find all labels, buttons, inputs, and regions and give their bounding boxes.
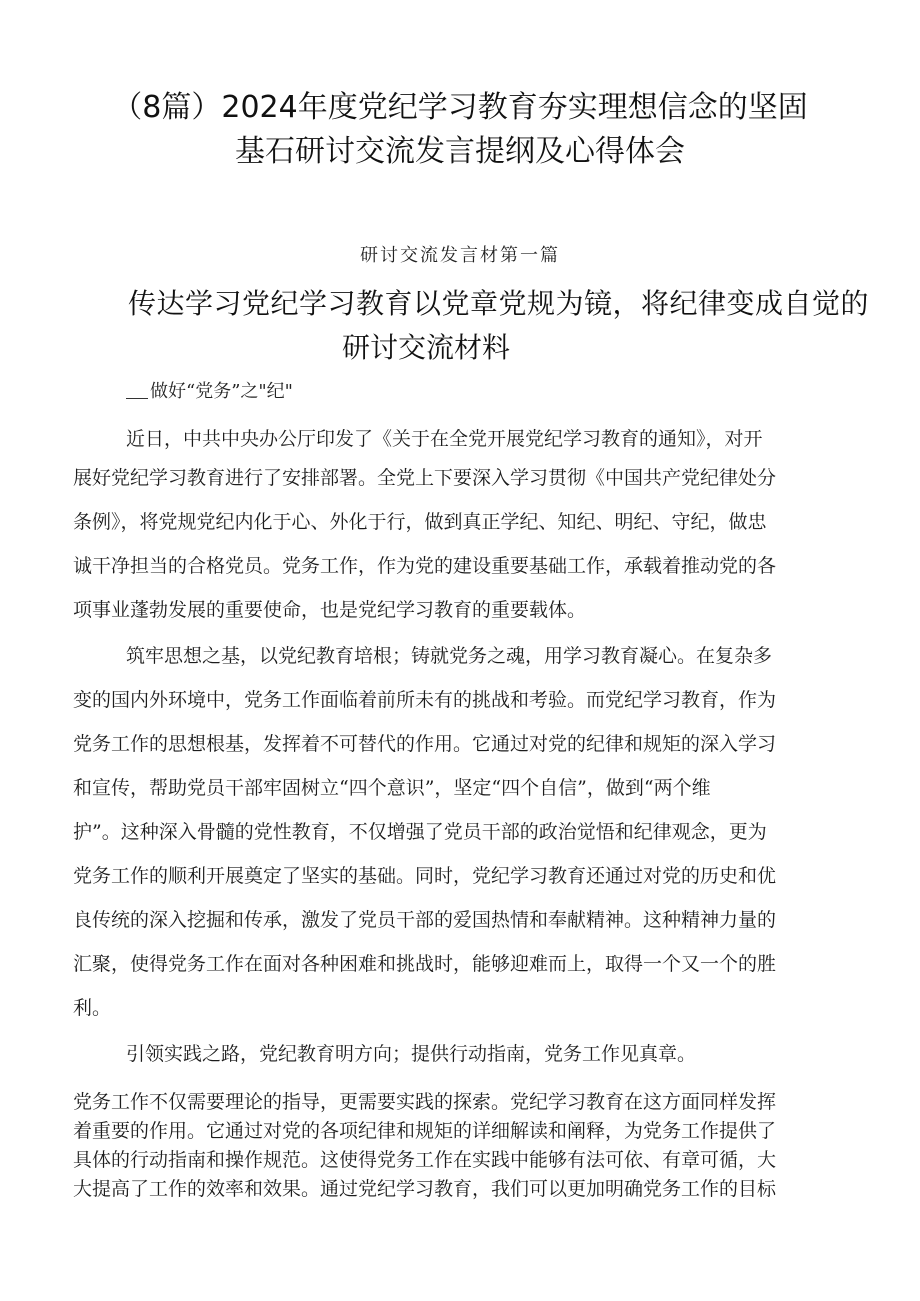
paragraph-2-line: 变的国内外环境中，党务工作面临着前所未有的挑战和考验。而党纪学习教育，作为 [73, 689, 777, 711]
paragraph-2-line: 党务工作的思想根基，发挥着不可替代的作用。它通过对党的纪律和规矩的深入学习 [73, 733, 777, 755]
paragraph-2-line: 筑牢思想之基，以党纪教育培根；铸就党务之魂，用学习教育凝心。在复杂多 [126, 645, 773, 667]
section-label: 研讨交流发言材第一篇 [360, 245, 560, 266]
tagline-text: 做好“党务”之"纪" [150, 381, 293, 402]
paragraph-2-line: 和宣传，帮助党员干部牢固树立“四个意识”，坚定“四个自信”，做到“两个维 [73, 777, 711, 799]
paragraph-2-line: 利。 [73, 997, 112, 1019]
paragraph-1-line: 展好党纪学习教育进行了安排部署。全党上下要深入学习贯彻《中国共产党纪律处分 [73, 467, 777, 489]
paragraph-2-line: 良传统的深入挖掘和传承，激发了党员干部的爱国热情和奉献精神。这种精神力量的 [73, 909, 777, 931]
document-title-line-2: 基石研讨交流发言提纲及心得体会 [235, 134, 685, 169]
blank-underline [126, 380, 148, 399]
tagline [126, 380, 293, 404]
paragraph-2-line: 党务工作的顺利开展奠定了坚实的基础。同时，党纪学习教育还通过对党的历史和优 [73, 865, 777, 887]
paragraph-4-line: 党务工作不仅需要理论的指导，更需要实践的探索。党纪学习教育在这方面同样发挥 [73, 1091, 777, 1113]
paragraph-2-line: 汇聚，使得党务工作在面对各种困难和挑战时，能够迎难而上，取得一个又一个的胜 [73, 953, 777, 975]
document-title-line-1: （8篇）2024年度党纪学习教育夯实理想信念的坚固 [112, 90, 808, 125]
paragraph-1-line: 诚干净担当的合格党员。党务工作，作为党的建设重要基础工作，承载着推动党的各 [73, 555, 777, 577]
paragraph-1-line: 近日，中共中央办公厅印发了《关于在全党开展党纪学习教育的通知》，对开 [126, 428, 763, 450]
subtitle-line-1: 传达学习党纪学习教育以党章党规为镜，将纪律变成自觉的 [128, 287, 870, 320]
paragraph-3-line: 引领实践之路，党纪教育明方向；提供行动指南，党务工作见真章。 [126, 1043, 697, 1065]
paragraph-4-line: 大提高了工作的效率和效果。通过党纪学习教育，我们可以更加明确党务工作的目标 [73, 1178, 777, 1200]
paragraph-1-line: 项事业蓬勃发展的重要使命，也是党纪学习教育的重要载体。 [73, 599, 587, 621]
paragraph-4-line: 具体的行动指南和操作规范。这使得党务工作在实践中能够有法可依、有章可循，大 [73, 1149, 777, 1171]
subtitle-line-2: 研讨交流材料 [342, 331, 511, 364]
paragraph-2-line: 护”。这种深入骨髓的党性教育，不仅增强了党员干部的政治觉悟和纪律观念，更为 [73, 821, 767, 843]
paragraph-4-line: 着重要的作用。它通过对党的各项纪律和规矩的详细解读和阐释，为党务工作提供了 [73, 1120, 777, 1142]
paragraph-1-line: 条例》，将党规党纪内化于心、外化于行，做到真正学纪、知纪、明纪、守纪，做忠 [73, 511, 767, 533]
